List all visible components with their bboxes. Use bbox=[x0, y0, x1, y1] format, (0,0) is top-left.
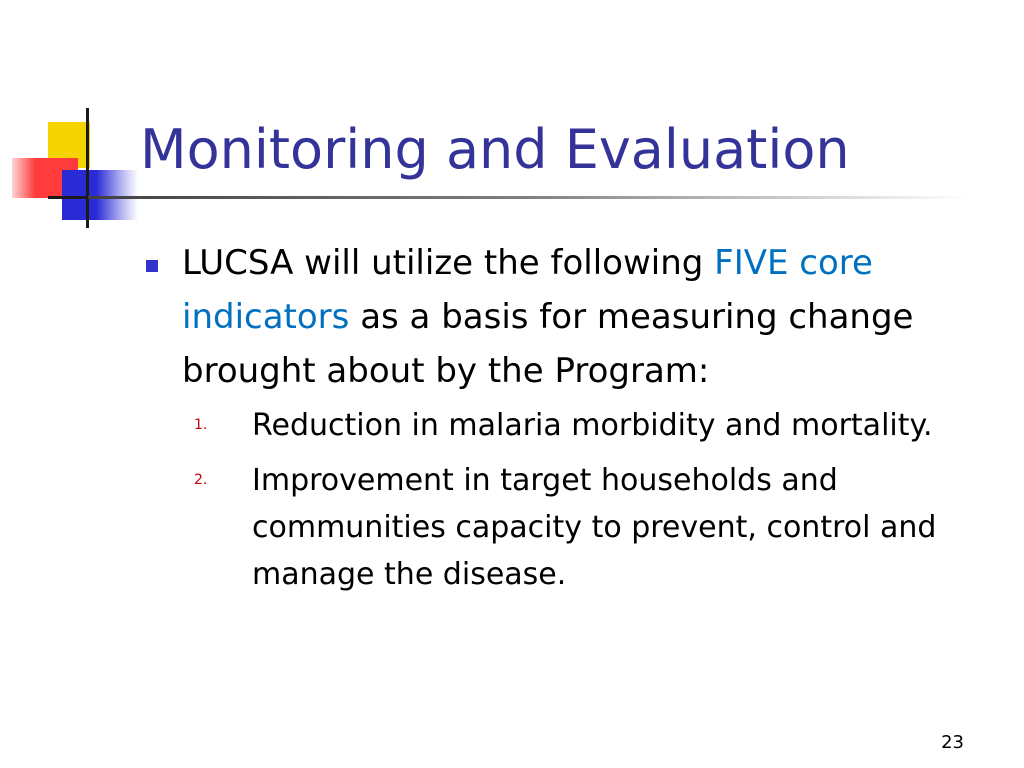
list-item bbox=[194, 457, 994, 598]
list-item bbox=[194, 402, 994, 449]
slide-logo-decoration bbox=[12, 108, 142, 230]
slide-title: Monitoring and Evaluation bbox=[140, 118, 850, 181]
vertical-line bbox=[86, 108, 89, 228]
numbered-list bbox=[144, 402, 994, 598]
blue-square bbox=[62, 170, 138, 220]
bullet-text-before: LUCSA will utilize the following bbox=[182, 243, 715, 283]
list-item-text: Reduction in malaria morbidity and mortality. bbox=[252, 408, 933, 443]
main-bullet bbox=[144, 236, 994, 398]
bullet-text-after: as a basis for measuring change brought about by the Program: bbox=[182, 297, 914, 391]
title-underline bbox=[88, 196, 968, 199]
content-area bbox=[144, 236, 994, 606]
bullet-highlight: FIVE core indicators bbox=[182, 243, 873, 337]
list-item-text: Improvement in target households and communities capacity to prevent, control and manage the disease. bbox=[252, 463, 937, 592]
square-bullet-icon bbox=[146, 260, 158, 272]
page-number: 23 bbox=[941, 732, 964, 753]
list-number: 1. bbox=[194, 417, 208, 433]
list-number: 2. bbox=[194, 472, 208, 488]
